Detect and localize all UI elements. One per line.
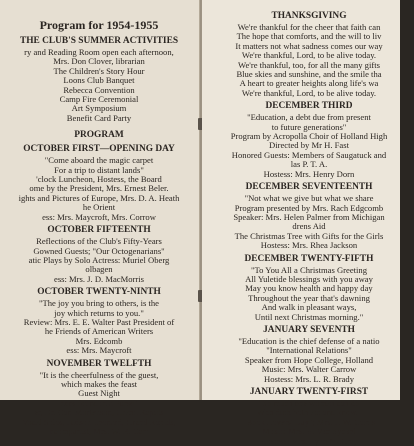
left-page — [0, 0, 200, 436]
text-line: Blue skies and sunshine, and the smile tha — [236, 69, 382, 80]
text-line: ights and Pictures of Europe, Mrs. D. A. Heath — [18, 192, 180, 203]
left-sections — [0, 144, 204, 436]
section-heading: DECEMBER TWENTY-FIFTH — [244, 253, 374, 264]
program-section — [204, 101, 414, 179]
text-line: "Come aboard the magic carpet — [44, 155, 154, 166]
right-page — [202, 0, 400, 446]
section-heading: JANUARY TWENTY-FIRST — [249, 387, 369, 397]
text-line: Program presented by Mrs. Rach Edgcomb — [234, 202, 384, 213]
text-line: Art Symposium — [71, 103, 127, 114]
text-line: "The joy you bring to others, is the — [39, 298, 159, 309]
text-line: ess: Mrs. Maycroft — [66, 345, 132, 356]
section-heading: OCTOBER TWENTY-NINTH — [37, 287, 161, 298]
text-line: joy which returns to you." — [54, 307, 144, 318]
text-line: he Friends of American Writers — [44, 326, 154, 337]
text-line: "Not what we give but what we share — [244, 193, 374, 204]
text-line: Hostess: Mrs. Rhea Jackson — [260, 240, 358, 251]
text-line: Honored Guests: Members of Saugatuck and — [231, 149, 387, 160]
text-line: Benefit Card Party — [66, 112, 132, 123]
text-line: Throughout the year that's dawning — [248, 292, 370, 303]
program-title: Program for 1954-1955 — [39, 18, 159, 32]
text-line: Mrs. Edcomb — [75, 335, 123, 346]
text-line: Hostess: Mrs. L. R. Brady — [264, 373, 354, 384]
text-line: Gowned Guests; "Our Octogenarians" — [33, 245, 165, 256]
text-line: It matters not what sadness comes our way — [235, 40, 383, 51]
text-line: "To You All a Christmas Greeting — [250, 264, 368, 275]
text-line: Directed by Mr H. Fast — [269, 140, 349, 151]
text-line: Music: Mrs. H. Van Syckel — [262, 426, 356, 437]
program-section — [204, 254, 414, 322]
text-line: which makes the feast — [60, 378, 138, 389]
section-heading: NOVEMBER TWELFTH — [46, 358, 152, 369]
text-line: Camp Fire Ceremonial — [59, 94, 139, 105]
text-line: And walk in pleasant ways, — [261, 302, 357, 313]
program-section — [204, 387, 414, 446]
text-line: We're thankful, too, for all the many gifts — [238, 59, 380, 70]
text-line: ome by the President, Mrs. Ernest Beler. — [29, 183, 169, 194]
text-line: er, Dr. Carl Mortenson, Grand Rapids — [34, 407, 164, 418]
text-line: Reflections of the Club's Fifty-Years — [36, 236, 162, 247]
text-line: Program by Acropolla Choir of Holland High — [230, 131, 388, 142]
text-line: Music: Mrs. Walter Carrow — [261, 364, 357, 375]
section-heading: THANKSGIVING — [271, 11, 347, 21]
text-line: We're thankful for the cheer that faith can — [237, 22, 381, 32]
section-heading: OCTOBER FIRST—OPENING DAY — [23, 144, 175, 155]
text-line: Rebecca Convention — [63, 84, 135, 95]
text-line: ess: Mrs. J. D. MacMorris — [54, 273, 144, 284]
program-heading: PROGRAM — [74, 130, 124, 141]
text-line: Hostess: Mrs. Henry Dorn — [263, 168, 355, 179]
text-line: Speaker: Mrs. Helen Palmer from Michigan — [233, 211, 385, 222]
text-line: he Orient — [82, 202, 116, 213]
activities-heading: THE CLUB'S SUMMER ACTIVITIES — [19, 36, 179, 46]
text-line: The Children's Story Hour — [53, 65, 145, 76]
text-line: drens Aid — [292, 221, 326, 232]
text-line: to future generations" — [271, 121, 347, 132]
text-line: For a trip to distant lands" — [54, 164, 144, 175]
text-line: "Book Lovers' Day"; Mrs. J. W. Curtis — [242, 416, 376, 427]
text-line: "International Relations" — [266, 345, 352, 356]
text-line: "Education, a debt due from present — [247, 112, 371, 123]
text-line: Hostess: Mrs. Lynn McCray — [260, 435, 358, 446]
text-line: Loons Club Banquet — [63, 75, 135, 86]
text-line: The Christmas Tree with Gifts for the Girls — [234, 230, 384, 241]
text-line: We're thankful, Lord, to be alive today. — [241, 50, 377, 61]
text-line: Vocal Solos, Judson Leonard, Grand Rapids, — [22, 416, 176, 427]
text-line: A heart to greater heights along life's wa — [239, 78, 379, 89]
section-heading: DECEMBER THIRD — [265, 101, 353, 112]
text-line: Mrs. Don Clover, librarian — [53, 56, 145, 67]
text-line: Review: Mrs. E. E. Walter Past President of — [23, 316, 175, 327]
text-line: Who doth both act and know." — [256, 407, 362, 418]
right-column — [204, 8, 414, 446]
program-section — [0, 225, 204, 284]
text-line: May you know health and happy day — [245, 283, 373, 294]
section-heading: JANUARY SEVENTH — [263, 324, 355, 335]
text-line: las P. T. A. — [290, 159, 328, 170]
section-heading: OCTOBER FIFTEENTH — [47, 225, 151, 236]
text-line: "It is the cheerfulness of the guest, — [39, 369, 159, 380]
text-line: olbagen — [85, 264, 113, 275]
program-section — [0, 287, 204, 355]
program-section — [204, 325, 414, 384]
text-line: atic Plays by Solo Actress: Muriel Oberg — [28, 254, 170, 265]
program-section — [204, 11, 414, 98]
text-line: ccompanist, Mrs. W. B. Carr — [49, 426, 149, 436]
text-line: "Education is the chief defense of a natio — [238, 335, 380, 346]
left-column — [0, 10, 204, 436]
text-line: We're thankful, Lord, to be alive today. — [241, 87, 377, 98]
right-sections — [204, 11, 414, 446]
program-section — [204, 182, 414, 250]
text-line: ess: Mrs. Maycroft, Mrs. Corrow — [42, 211, 156, 222]
text-line: Guest Night — [78, 388, 120, 399]
text-line: All Yuletide blessings with you away — [245, 273, 373, 284]
program-section — [0, 144, 204, 222]
text-line: The hope that comforts, and the will to liv — [236, 31, 382, 42]
text-line: 'clock Luncheon, Hostess, the Board — [36, 174, 162, 185]
text-line: ry and Reading Room open each afternoon, — [24, 47, 174, 57]
section-heading: DECEMBER SEVENTEENTH — [245, 182, 373, 193]
text-line: Speaker from Hope College, Holland — [244, 354, 374, 365]
activities-list — [0, 48, 204, 123]
text-line: "So much one woman can do — [258, 398, 360, 408]
program-section — [0, 359, 204, 437]
text-line: nces found in a Purse" — [60, 397, 138, 408]
text-line: Until next Christmas morning." — [254, 311, 364, 322]
